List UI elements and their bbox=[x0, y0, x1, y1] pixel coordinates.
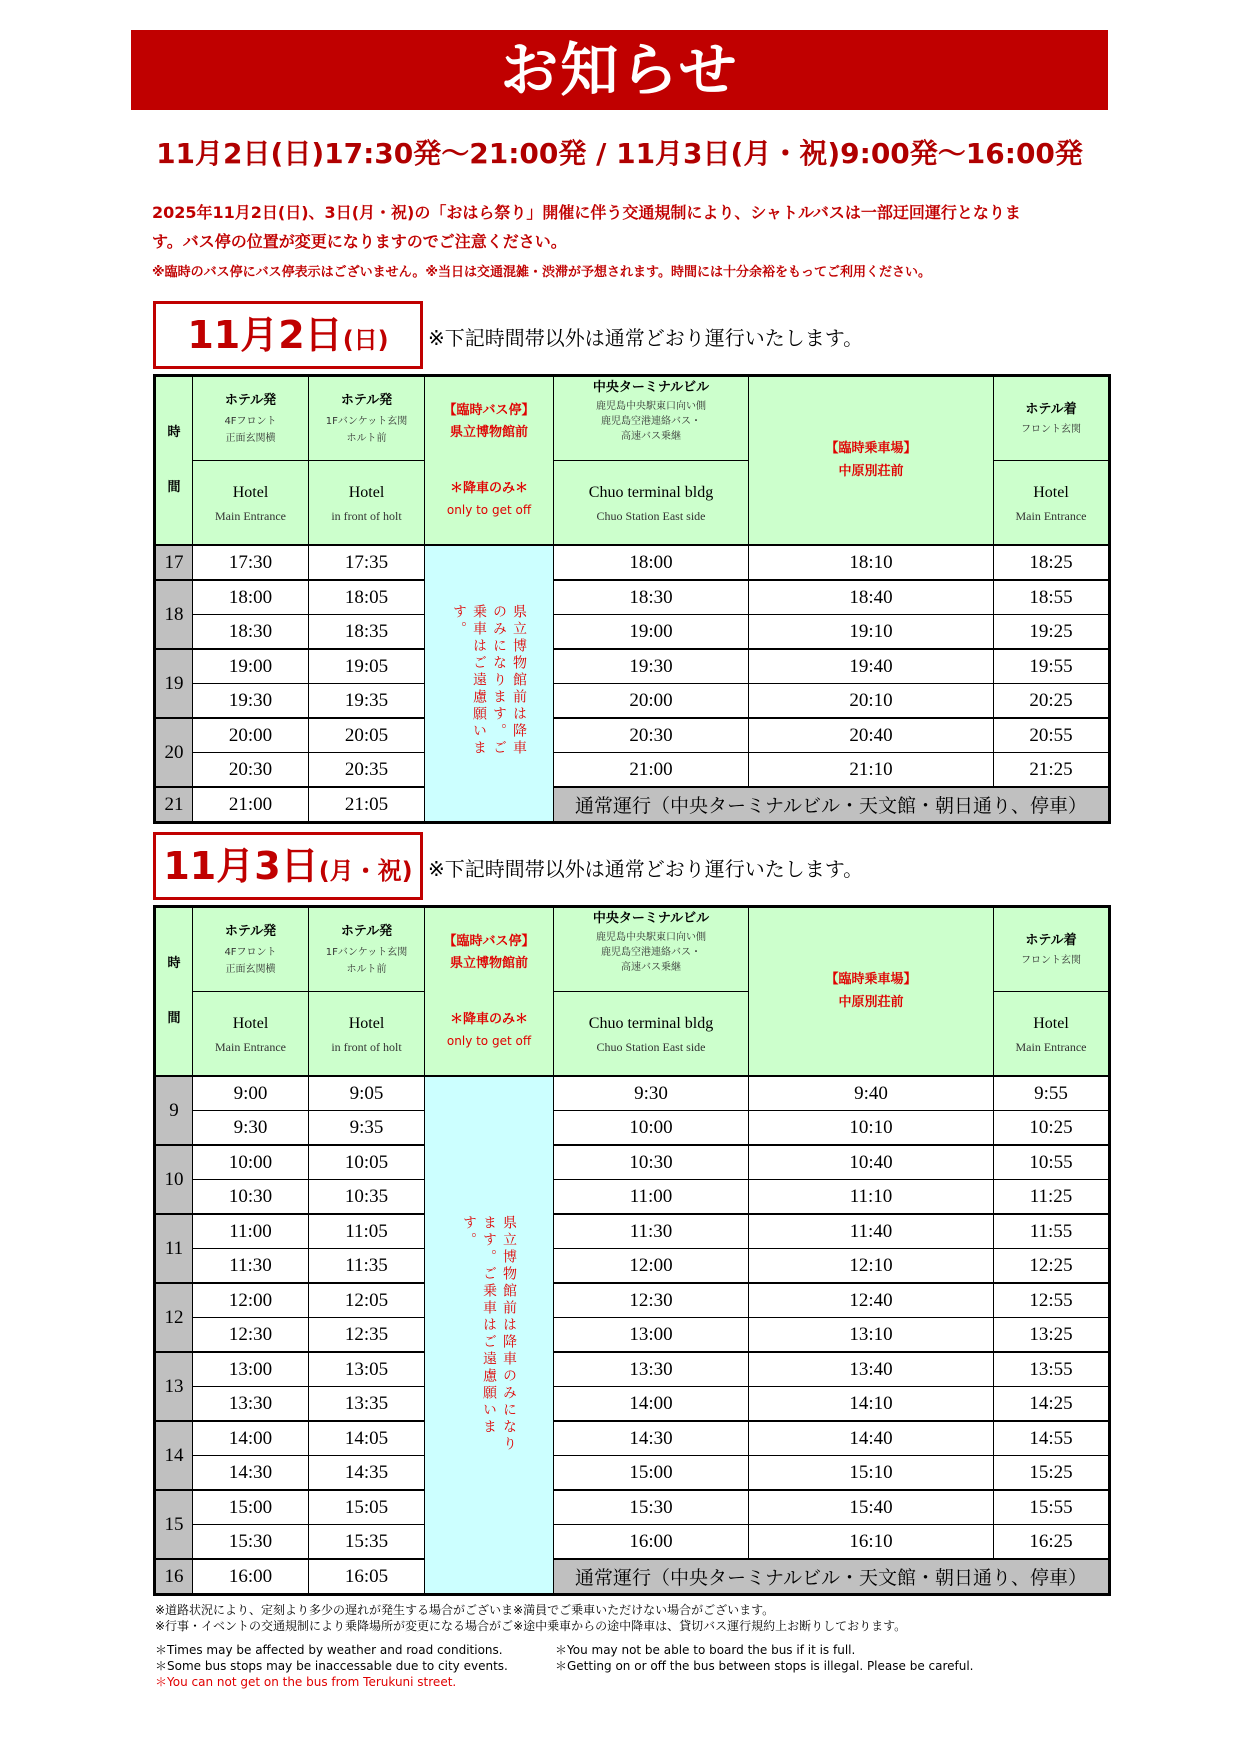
time-cell: 13:05 bbox=[309, 1352, 425, 1387]
time-cell: 20:25 bbox=[994, 684, 1110, 719]
sub: 鹿児島中央駅東口向い側 bbox=[596, 401, 706, 413]
hour-cell: 12 bbox=[155, 1283, 193, 1352]
notice-small: ※臨時のバス停にバス停表示はございません。※当日は交通混雑・渋滞が予想されます。時間には十分余裕をもってご利用ください。 bbox=[152, 265, 932, 280]
day2-note: ※下記時間帯以外は通常どおり運行いたします。 bbox=[428, 857, 864, 881]
tag: 【臨時バス停】 bbox=[443, 934, 535, 950]
time-cell: 10:05 bbox=[309, 1145, 425, 1180]
time-cell: 12:10 bbox=[749, 1249, 994, 1284]
header-chuo-terminal-jp bbox=[554, 907, 749, 992]
time-cell: 11:30 bbox=[554, 1214, 749, 1249]
time-cell: 16:00 bbox=[193, 1559, 309, 1595]
time-cell: 14:30 bbox=[554, 1421, 749, 1456]
sub: 鹿児島空港連絡バス・ bbox=[601, 416, 701, 428]
table-row bbox=[155, 1318, 1110, 1353]
time-cell: 9:00 bbox=[193, 1076, 309, 1111]
header-museum-stop bbox=[425, 907, 554, 1077]
time-cell: 21:00 bbox=[554, 753, 749, 788]
title: 中央ターミナルビル bbox=[592, 911, 710, 926]
time-cell: 12:30 bbox=[193, 1318, 309, 1353]
time-cell: 15:05 bbox=[309, 1490, 425, 1525]
title: 中央ターミナルビル bbox=[592, 380, 710, 395]
footnote-jp-2a: ※行事・イベントの交通規制により乗降場所が変更になる場合がご bbox=[155, 1619, 514, 1633]
hour-cell: 10 bbox=[155, 1145, 193, 1214]
time-cell: 11:25 bbox=[994, 1180, 1110, 1215]
time-cell: 14:10 bbox=[749, 1387, 994, 1422]
time-cell: 12:00 bbox=[193, 1283, 309, 1318]
title: ホテル発 bbox=[224, 924, 277, 940]
time-cell: 9:05 bbox=[309, 1076, 425, 1111]
hour-cell: 15 bbox=[155, 1490, 193, 1559]
time-cell: 18:30 bbox=[554, 580, 749, 615]
time-cell: 14:40 bbox=[749, 1421, 994, 1456]
en: Chuo terminal bldg bbox=[588, 483, 714, 501]
time-cell: 11:00 bbox=[193, 1214, 309, 1249]
sub: 正面玄関横 bbox=[225, 432, 276, 444]
time-cell: 20:55 bbox=[994, 718, 1110, 753]
tag: 【臨時バス停】 bbox=[443, 403, 535, 419]
museum-dropoff-only-cell bbox=[425, 545, 554, 823]
en-sub: in front of holt bbox=[331, 508, 402, 523]
time-cell: 11:10 bbox=[749, 1180, 994, 1215]
time-cell: 15:00 bbox=[193, 1490, 309, 1525]
sub: 1Fバンケット玄関 bbox=[325, 415, 408, 427]
header-chuo-terminal-jp bbox=[554, 376, 749, 461]
time-cell: 13:30 bbox=[554, 1352, 749, 1387]
header-hotel-dep-2-en bbox=[309, 992, 425, 1077]
footnote-en-2b: ＊Getting on or off the bus between stops is illegal. Please be careful. bbox=[555, 1659, 974, 1673]
day1-date: 11月2日 bbox=[187, 313, 343, 357]
time-cell: 15:00 bbox=[554, 1456, 749, 1491]
regular-service-note: 通常運行（中央ターミナルビル・天文館・朝日通り、停車） bbox=[554, 787, 1110, 823]
footnote-en-2a: ＊Some bus stops may be inaccessable due to city events. bbox=[155, 1659, 508, 1673]
table-row bbox=[155, 684, 1110, 719]
time-cell: 21:00 bbox=[193, 787, 309, 823]
time-cell: 9:40 bbox=[749, 1076, 994, 1111]
day2-date: 11月3日 bbox=[163, 844, 319, 888]
regular-service-note: 通常運行（中央ターミナルビル・天文館・朝日通り、停車） bbox=[554, 1559, 1110, 1595]
time-cell: 19:25 bbox=[994, 615, 1110, 650]
time-cell: 14:00 bbox=[193, 1421, 309, 1456]
table-row bbox=[155, 1076, 1110, 1111]
header-chuo-terminal-en bbox=[554, 992, 749, 1077]
table-row bbox=[155, 787, 1110, 823]
day1-date-box bbox=[153, 301, 423, 369]
time-cell: 11:05 bbox=[309, 1214, 425, 1249]
en: only to get off bbox=[446, 1034, 532, 1049]
name: 中原別荘前 bbox=[838, 994, 904, 1010]
table-row bbox=[155, 649, 1110, 684]
time-cell: 15:55 bbox=[994, 1490, 1110, 1525]
header-hotel-dep-2-jp bbox=[309, 376, 425, 461]
hour-cell: 16 bbox=[155, 1559, 193, 1595]
day2-timetable bbox=[153, 905, 1111, 1596]
time-cell: 13:35 bbox=[309, 1387, 425, 1422]
hour-cell: 13 bbox=[155, 1352, 193, 1421]
time-cell: 19:00 bbox=[193, 649, 309, 684]
header-hotel-arr-jp bbox=[994, 376, 1110, 461]
museum-dropoff-notice: 県立博物館前は降車のみになります。ご乗車はご遠慮願います。 bbox=[461, 1215, 517, 1453]
day2-date-box bbox=[153, 832, 423, 900]
footnote-en-3: ＊You can not get on the bus from Terukuni street. bbox=[155, 1675, 457, 1689]
time-cell: 16:10 bbox=[749, 1525, 994, 1560]
time-cell: 19:40 bbox=[749, 649, 994, 684]
table-row bbox=[155, 1456, 1110, 1491]
time-cell: 12:30 bbox=[554, 1283, 749, 1318]
en: Hotel bbox=[232, 483, 269, 501]
table-row bbox=[155, 580, 1110, 615]
time-cell: 13:00 bbox=[554, 1318, 749, 1353]
header-hotel-dep-1-en bbox=[193, 461, 309, 546]
time-cell: 12:35 bbox=[309, 1318, 425, 1353]
notice-line-2: す。バス停の位置が変更になりますのでご注意ください。 bbox=[152, 232, 567, 251]
time-cell: 12:05 bbox=[309, 1283, 425, 1318]
day1-note: ※下記時間帯以外は通常どおり運行いたします。 bbox=[428, 326, 864, 350]
header-time bbox=[155, 907, 193, 1077]
hour-cell: 9 bbox=[155, 1076, 193, 1145]
header-nakahara-stop bbox=[749, 907, 994, 1077]
time-cell: 11:40 bbox=[749, 1214, 994, 1249]
title: ホテル着 bbox=[1025, 401, 1077, 417]
time-cell: 20:05 bbox=[309, 718, 425, 753]
time-cell: 10:00 bbox=[554, 1111, 749, 1146]
table-row bbox=[155, 718, 1110, 753]
table-row bbox=[155, 1559, 1110, 1595]
time-cell: 21:10 bbox=[749, 753, 994, 788]
en-sub: Main Entrance bbox=[215, 1039, 286, 1054]
name: 県立博物館前 bbox=[449, 956, 528, 972]
time-cell: 20:35 bbox=[309, 753, 425, 788]
museum-dropoff-notice: 県立博物館前は降車のみになります。ご乗車はご遠慮願います。 bbox=[451, 603, 527, 757]
table-row bbox=[155, 1525, 1110, 1560]
time-cell: 18:10 bbox=[749, 545, 994, 580]
en-sub: Chuo Station East side bbox=[596, 1039, 706, 1054]
footnote-en-1a: ＊Times may be affected by weather and road conditions. bbox=[155, 1643, 503, 1657]
hour-cell: 21 bbox=[155, 787, 193, 823]
note: ＊降車のみ＊ bbox=[449, 1012, 528, 1028]
sub: 正面玄関横 bbox=[225, 963, 276, 975]
time-cell: 11:55 bbox=[994, 1214, 1110, 1249]
sub: フロント玄関 bbox=[1021, 955, 1081, 967]
tag: 【臨時乗車場】 bbox=[825, 441, 917, 457]
tag: 【臨時乗車場】 bbox=[825, 972, 917, 988]
time-cell: 11:35 bbox=[309, 1249, 425, 1284]
header-hotel-dep-2-en bbox=[309, 461, 425, 546]
hour-cell: 18 bbox=[155, 580, 193, 649]
time-cell: 18:25 bbox=[994, 545, 1110, 580]
time-label-2: 間 bbox=[167, 479, 181, 495]
time-cell: 14:05 bbox=[309, 1421, 425, 1456]
table-row bbox=[155, 1352, 1110, 1387]
header-hotel-dep-1-en bbox=[193, 992, 309, 1077]
time-cell: 11:00 bbox=[554, 1180, 749, 1215]
notice-banner: お知らせ bbox=[131, 30, 1108, 110]
time-cell: 14:55 bbox=[994, 1421, 1110, 1456]
header-museum-stop bbox=[425, 376, 554, 546]
time-cell: 15:25 bbox=[994, 1456, 1110, 1491]
sub: 1Fバンケット玄関 bbox=[325, 946, 408, 958]
hour-cell: 19 bbox=[155, 649, 193, 718]
en: Hotel bbox=[348, 1014, 385, 1032]
time-cell: 10:30 bbox=[554, 1145, 749, 1180]
time-cell: 15:35 bbox=[309, 1525, 425, 1560]
en-sub: Main Entrance bbox=[1015, 508, 1087, 523]
time-cell: 13:30 bbox=[193, 1387, 309, 1422]
time-cell: 14:35 bbox=[309, 1456, 425, 1491]
time-cell: 19:00 bbox=[554, 615, 749, 650]
time-cell: 20:00 bbox=[554, 684, 749, 719]
sub: 鹿児島空港連絡バス・ bbox=[601, 947, 701, 959]
time-cell: 19:35 bbox=[309, 684, 425, 719]
hour-cell: 17 bbox=[155, 545, 193, 580]
table-row bbox=[155, 1145, 1110, 1180]
time-cell: 19:55 bbox=[994, 649, 1110, 684]
time-cell: 14:25 bbox=[994, 1387, 1110, 1422]
footnote-jp-2b: ※途中乗車からの途中降車は、貸切バス運行規約上お断りしております。 bbox=[513, 1619, 907, 1633]
museum-dropoff-only-cell bbox=[425, 1076, 554, 1595]
day1-timetable bbox=[153, 374, 1111, 824]
header-hotel-arr-en bbox=[994, 461, 1110, 546]
title: ホテル着 bbox=[1025, 932, 1077, 948]
time-label-2: 間 bbox=[167, 1010, 181, 1026]
time-cell: 20:30 bbox=[554, 718, 749, 753]
header-hotel-arr-jp bbox=[994, 907, 1110, 992]
time-cell: 15:30 bbox=[193, 1525, 309, 1560]
time-cell: 13:10 bbox=[749, 1318, 994, 1353]
time-cell: 13:55 bbox=[994, 1352, 1110, 1387]
time-cell: 10:55 bbox=[994, 1145, 1110, 1180]
en-sub: Main Entrance bbox=[1015, 1039, 1087, 1054]
table-row bbox=[155, 1283, 1110, 1318]
title: ホテル発 bbox=[340, 924, 393, 940]
table-row bbox=[155, 1180, 1110, 1215]
en: Hotel bbox=[1033, 483, 1069, 501]
time-cell: 12:40 bbox=[749, 1283, 994, 1318]
time-cell: 14:00 bbox=[554, 1387, 749, 1422]
time-cell: 17:35 bbox=[309, 545, 425, 580]
title: ホテル発 bbox=[224, 393, 277, 409]
header-time bbox=[155, 376, 193, 546]
time-cell: 10:30 bbox=[193, 1180, 309, 1215]
time-cell: 13:00 bbox=[193, 1352, 309, 1387]
note: ＊降車のみ＊ bbox=[449, 481, 528, 497]
en-sub: Main Entrance bbox=[215, 508, 286, 523]
footnotes-en-right bbox=[555, 1642, 974, 1674]
footnotes-jp bbox=[155, 1602, 906, 1634]
footnote-en-1b: ＊You may not be able to board the bus if it is full. bbox=[555, 1643, 856, 1657]
time-cell: 9:55 bbox=[994, 1076, 1110, 1111]
table-row bbox=[155, 1490, 1110, 1525]
name: 中原別荘前 bbox=[838, 463, 904, 479]
name: 県立博物館前 bbox=[449, 425, 528, 441]
sub: フロント玄関 bbox=[1021, 424, 1081, 436]
time-cell: 10:40 bbox=[749, 1145, 994, 1180]
footnote-jp-1a: ※道路状況により、定刻より多少の遅れが発生する場合がございま bbox=[155, 1603, 514, 1617]
time-cell: 19:05 bbox=[309, 649, 425, 684]
footnote-jp-1b: ※満員でご乗車いただけない場合がございます。 bbox=[513, 1603, 775, 1617]
time-cell: 12:25 bbox=[994, 1249, 1110, 1284]
time-cell: 18:40 bbox=[749, 580, 994, 615]
table-row bbox=[155, 545, 1110, 580]
table-row bbox=[155, 1111, 1110, 1146]
time-cell: 20:00 bbox=[193, 718, 309, 753]
time-cell: 15:10 bbox=[749, 1456, 994, 1491]
schedule-subtitle: 11月2日(日)17:30発〜21:00発 / 11月3日(月・祝)9:00発〜16:00発 bbox=[156, 137, 1083, 170]
time-cell: 16:00 bbox=[554, 1525, 749, 1560]
time-cell: 13:40 bbox=[749, 1352, 994, 1387]
sub: 鹿児島中央駅東口向い側 bbox=[596, 932, 706, 944]
hour-cell: 11 bbox=[155, 1214, 193, 1283]
time-cell: 9:35 bbox=[309, 1111, 425, 1146]
sub: 4Fフロント bbox=[224, 415, 277, 427]
time-cell: 16:05 bbox=[309, 1559, 425, 1595]
time-cell: 18:30 bbox=[193, 615, 309, 650]
time-cell: 21:25 bbox=[994, 753, 1110, 788]
time-cell: 20:10 bbox=[749, 684, 994, 719]
header-chuo-terminal-en bbox=[554, 461, 749, 546]
table-row bbox=[155, 753, 1110, 788]
header-hotel-dep-1-jp bbox=[193, 907, 309, 992]
time-cell: 17:30 bbox=[193, 545, 309, 580]
en-sub: in front of holt bbox=[331, 1039, 402, 1054]
day2-dow: (月・祝) bbox=[318, 857, 413, 885]
time-cell: 10:25 bbox=[994, 1111, 1110, 1146]
time-cell: 14:30 bbox=[193, 1456, 309, 1491]
header-hotel-arr-en bbox=[994, 992, 1110, 1077]
en: Chuo terminal bldg bbox=[588, 1014, 714, 1032]
time-cell: 11:30 bbox=[193, 1249, 309, 1284]
hour-cell: 20 bbox=[155, 718, 193, 787]
time-cell: 19:30 bbox=[193, 684, 309, 719]
time-cell: 18:05 bbox=[309, 580, 425, 615]
en: Hotel bbox=[348, 483, 385, 501]
time-cell: 10:10 bbox=[749, 1111, 994, 1146]
table-row bbox=[155, 1387, 1110, 1422]
sub: ホルト前 bbox=[346, 432, 387, 444]
notice-line-1: 2025年11月2日(日)、3日(月・祝)の「おはら祭り」開催に伴う交通規制により、シャトルバスは一部迂回運行となりま bbox=[152, 203, 1021, 222]
table-row bbox=[155, 1249, 1110, 1284]
sub: 高速バス乗継 bbox=[621, 431, 681, 443]
time-label-1: 時 bbox=[167, 956, 181, 972]
sub: 4Fフロント bbox=[224, 946, 277, 958]
en: Hotel bbox=[1033, 1014, 1069, 1032]
en: Hotel bbox=[232, 1014, 269, 1032]
time-cell: 16:25 bbox=[994, 1525, 1110, 1560]
time-cell: 18:35 bbox=[309, 615, 425, 650]
hour-cell: 14 bbox=[155, 1421, 193, 1490]
time-cell: 20:40 bbox=[749, 718, 994, 753]
time-cell: 12:00 bbox=[554, 1249, 749, 1284]
header-hotel-dep-2-jp bbox=[309, 907, 425, 992]
time-cell: 19:30 bbox=[554, 649, 749, 684]
time-cell: 15:30 bbox=[554, 1490, 749, 1525]
header-nakahara-stop bbox=[749, 376, 994, 546]
day1-dow: (日) bbox=[342, 326, 389, 354]
table-row bbox=[155, 615, 1110, 650]
time-cell: 12:55 bbox=[994, 1283, 1110, 1318]
time-cell: 18:55 bbox=[994, 580, 1110, 615]
title: ホテル発 bbox=[340, 393, 393, 409]
en-sub: Chuo Station East side bbox=[596, 508, 706, 523]
time-cell: 10:00 bbox=[193, 1145, 309, 1180]
time-label-1: 時 bbox=[167, 425, 181, 441]
sub: 高速バス乗継 bbox=[621, 962, 681, 974]
time-cell: 15:40 bbox=[749, 1490, 994, 1525]
header-row-1 bbox=[155, 376, 1110, 461]
sub: ホルト前 bbox=[346, 963, 387, 975]
time-cell: 19:10 bbox=[749, 615, 994, 650]
time-cell: 21:05 bbox=[309, 787, 425, 823]
time-cell: 18:00 bbox=[554, 545, 749, 580]
time-cell: 20:30 bbox=[193, 753, 309, 788]
header-hotel-dep-1-jp bbox=[193, 376, 309, 461]
en: only to get off bbox=[446, 503, 532, 518]
table-row bbox=[155, 1421, 1110, 1456]
time-cell: 9:30 bbox=[193, 1111, 309, 1146]
header-row-1 bbox=[155, 907, 1110, 992]
table-row bbox=[155, 1214, 1110, 1249]
time-cell: 10:35 bbox=[309, 1180, 425, 1215]
time-cell: 18:00 bbox=[193, 580, 309, 615]
time-cell: 9:30 bbox=[554, 1076, 749, 1111]
time-cell: 13:25 bbox=[994, 1318, 1110, 1353]
footnotes-en-left bbox=[155, 1642, 508, 1690]
